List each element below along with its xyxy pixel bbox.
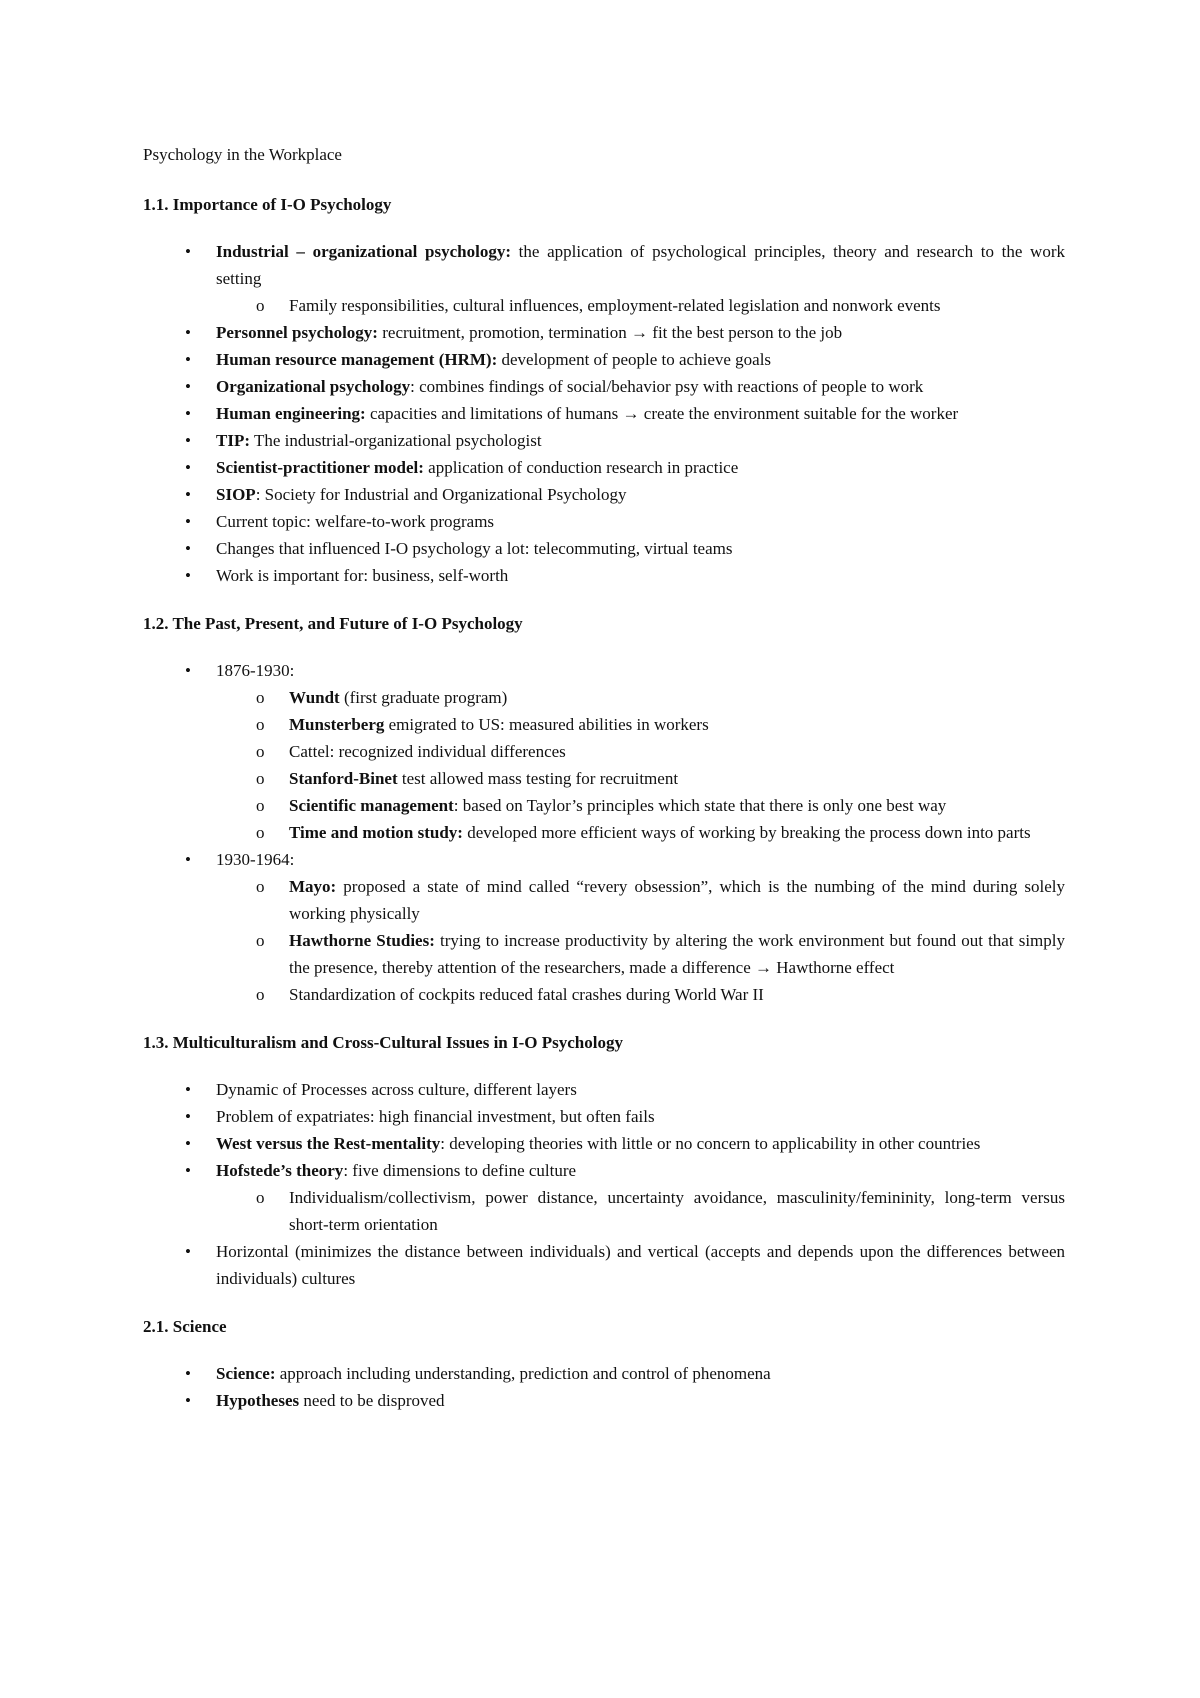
item-text: need to be disproved <box>299 1391 445 1410</box>
term-bold: Mayo: <box>289 877 337 896</box>
item-text: development of people to achieve goals <box>497 350 772 369</box>
section-1-1 <box>143 192 1065 589</box>
term-bold: TIP: <box>216 431 250 450</box>
bullet-list <box>143 1360 1065 1414</box>
list-item <box>143 319 1065 346</box>
sub-list-item <box>216 873 1065 927</box>
term-bold: Scientific management <box>289 796 454 815</box>
item-text: proposed a state of mind called “revery obsession”, which is the numbing of the mind during solely working physically <box>289 877 1065 923</box>
term-bold: SIOP <box>216 485 256 504</box>
item-text: approach including understanding, prediction and control of phenomena <box>275 1364 771 1383</box>
section-heading: 1.3. Multiculturalism and Cross-Cultural Issues in I-O Psychology <box>143 1033 623 1052</box>
list-item <box>143 373 1065 400</box>
item-text: The industrial-organizational psychologist <box>250 431 542 450</box>
bullet-list <box>143 657 1065 1008</box>
list-item <box>143 427 1065 454</box>
term-bold: Time and motion study: <box>289 823 463 842</box>
section-2-1 <box>143 1314 1065 1414</box>
sub-list-item <box>216 292 1065 319</box>
item-text: Work is important for: business, self-worth <box>216 566 509 585</box>
term-bold: Personnel psychology: <box>216 323 378 342</box>
list-item <box>143 1360 1065 1387</box>
term-bold: Industrial – organizational psychology: <box>216 242 512 261</box>
item-text: 1930-1964: <box>216 850 295 869</box>
list-item <box>143 400 1065 427</box>
term-bold: Hofstede’s theory <box>216 1161 344 1180</box>
list-item <box>143 535 1065 562</box>
section-heading: 2.1. Science <box>143 1317 227 1336</box>
sub-list-item <box>216 711 1065 738</box>
term-bold: Organizational psychology <box>216 377 411 396</box>
item-text: Standardization of cockpits reduced fatal crashes during World War II <box>289 985 764 1004</box>
sub-list-item <box>216 684 1065 711</box>
item-text: Individualism/collectivism, power distance, uncertainty avoidance, masculinity/femininity, long-term versus short-term orientation <box>289 1188 1065 1234</box>
item-text: : Society for Industrial and Organizational Psychology <box>255 485 627 504</box>
term-bold: Human resource management (HRM): <box>216 350 498 369</box>
list-item <box>143 1157 1065 1238</box>
item-text: : developing theories with little or no concern to applicability in other countries <box>440 1134 981 1153</box>
term-bold: Hypotheses <box>216 1391 300 1410</box>
item-text: : five dimensions to define culture <box>343 1161 577 1180</box>
item-text: Problem of expatriates: high financial investment, but often fails <box>216 1107 655 1126</box>
item-text: capacities and limitations of humans → create the environment suitable for the worker <box>365 404 959 423</box>
list-item <box>143 508 1065 535</box>
item-text: Family responsibilities, cultural influences, employment-related legislation and nonwork events <box>289 296 941 315</box>
sub-list <box>216 873 1065 1008</box>
section-heading: 1.2. The Past, Present, and Future of I-O Psychology <box>143 614 523 633</box>
item-text: Cattel: recognized individual differences <box>289 742 566 761</box>
term-bold: West versus the Rest-mentality <box>216 1134 441 1153</box>
list-item <box>143 454 1065 481</box>
term-bold: Wundt <box>289 688 340 707</box>
item-text: Horizontal (minimizes the distance between individuals) and vertical (accepts and depends upon the differences between individuals) cultures <box>216 1242 1065 1288</box>
sub-list <box>216 1184 1065 1238</box>
item-text: : combines findings of social/behavior psy with reactions of people to work <box>410 377 924 396</box>
section-heading: 1.1. Importance of I-O Psychology <box>143 195 392 214</box>
item-text: trying to increase productivity by altering the work environment but found out that simply the presence, thereby attention of the researchers, made a difference → Hawthorne effect <box>289 931 1066 977</box>
list-item <box>143 346 1065 373</box>
item-text: application of conduction research in practice <box>423 458 739 477</box>
section-1-2 <box>143 611 1065 1008</box>
term-bold: Hawthorne Studies: <box>289 931 435 950</box>
term-bold: Science: <box>216 1364 276 1383</box>
list-item <box>143 1238 1065 1292</box>
item-text: Dynamic of Processes across culture, different layers <box>216 1080 577 1099</box>
bullet-list <box>143 1076 1065 1292</box>
item-text: (first graduate program) <box>339 688 508 707</box>
list-item <box>143 657 1065 846</box>
item-text: recruitment, promotion, termination → fit the best person to the job <box>377 323 843 342</box>
list-item <box>143 238 1065 319</box>
sub-list <box>216 684 1065 846</box>
sub-list <box>216 292 1065 319</box>
item-text: emigrated to US: measured abilities in workers <box>384 715 709 734</box>
document-title: Psychology in the Workplace <box>143 145 342 164</box>
term-bold: Stanford-Binet <box>289 769 398 788</box>
sub-list-item <box>216 819 1065 846</box>
sub-list-item <box>216 792 1065 819</box>
document-page <box>143 142 1065 1436</box>
list-item <box>143 1076 1065 1103</box>
sub-list-item <box>216 927 1065 981</box>
list-item <box>143 1387 1065 1414</box>
sub-list-item <box>216 765 1065 792</box>
sub-list-item <box>216 981 1065 1008</box>
item-text: Current topic: welfare-to-work programs <box>216 512 495 531</box>
list-item <box>143 562 1065 589</box>
list-item <box>143 481 1065 508</box>
term-bold: Munsterberg <box>289 715 385 734</box>
list-item <box>143 846 1065 1008</box>
bullet-list <box>143 238 1065 589</box>
sub-list-item <box>216 1184 1065 1238</box>
list-item <box>143 1130 1065 1157</box>
item-text: Changes that influenced I-O psychology a lot: telecommuting, virtual teams <box>216 539 733 558</box>
list-item <box>143 1103 1065 1130</box>
item-text: 1876-1930: <box>216 661 295 680</box>
item-text: test allowed mass testing for recruitment <box>397 769 679 788</box>
item-text: developed more efficient ways of working by breaking the process down into parts <box>462 823 1031 842</box>
item-text: the application of psychological principles, theory and research to the work setting <box>216 242 1065 288</box>
sub-list-item <box>216 738 1065 765</box>
item-text: : based on Taylor’s principles which state that there is only one best way <box>453 796 947 815</box>
term-bold: Scientist-practitioner model: <box>216 458 424 477</box>
section-1-3 <box>143 1030 1065 1292</box>
term-bold: Human engineering: <box>216 404 366 423</box>
